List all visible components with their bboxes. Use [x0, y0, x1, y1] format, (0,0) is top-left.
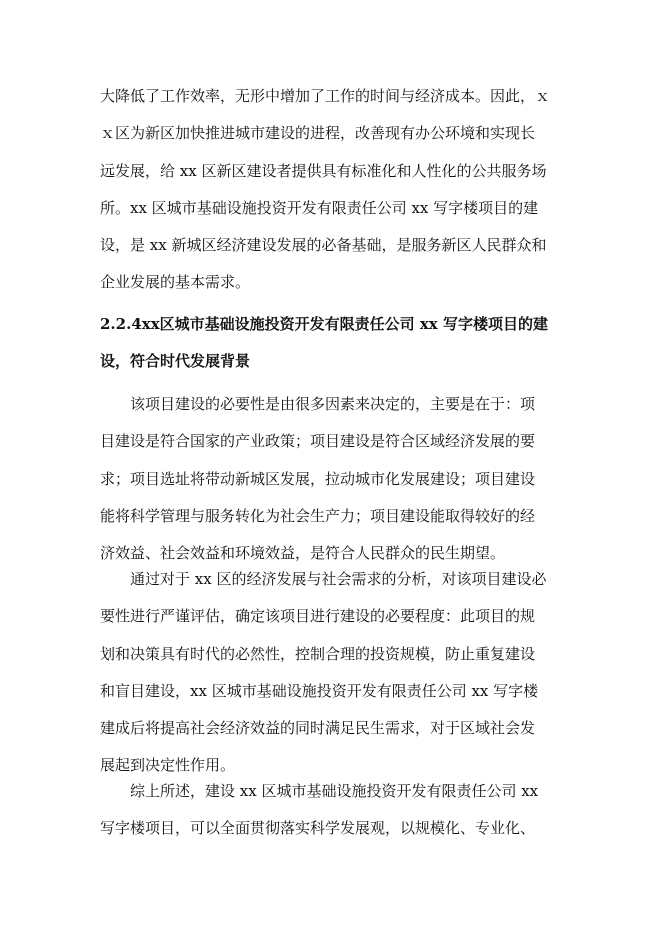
text-line: 设，是 xx 新城区经济建设发展的必备基础，是服务新区人民群众和: [100, 236, 547, 255]
text-line: 展起到决定性作用。: [100, 756, 236, 775]
text-line: 和盲目建设，xx 区城市基础设施投资开发有限责任公司 xx 写字楼: [100, 681, 539, 700]
section-heading-2-2-4: [100, 306, 570, 381]
text-line: 建成后将提高社会经济效益的同时满足民生需求，对于区域社会发: [100, 719, 536, 738]
heading-line: 2.2.4xx区城市基础设施投资开发有限责任公司 xx 写字楼项目的建: [100, 315, 548, 333]
paragraph-summary: [100, 773, 568, 848]
text-line: 要性进行严谨评估，确定该项目进行建设的必要程度：此项目的规: [100, 607, 536, 626]
text-line: 综上所述，建设 xx 区城市基础设施投资开发有限责任公司 xx: [100, 782, 539, 800]
text-line: 济效益、社会效益和环境效益，是符合人民群众的民生期望。: [100, 544, 506, 563]
text-line: 大降低了工作效率，无形中增加了工作的时间与经济成本。因此，ｘ: [100, 87, 551, 105]
text-line: 求；项目选址将带动新城区发展，拉动城市化发展建设；项目建设: [100, 469, 536, 488]
heading-line: 设，符合时代发展背景: [100, 352, 251, 371]
text-line: 划和决策具有时代的必然性，控制合理的投资规模，防止重复建设: [100, 644, 536, 663]
text-line: 远发展，给 xx 区新区建设者提供具有标准化和人性化的公共服务场: [100, 161, 547, 180]
text-line: 企业发展的基本需求。: [100, 273, 251, 292]
text-line: 通过对于 xx 区的经济发展与社会需求的分析，对该项目建设必: [100, 570, 547, 588]
text-line: ｘ区为新区加快推进城市建设的进程，改善现有办公环境和实现长: [100, 124, 536, 143]
text-line: 目建设是符合国家的产业政策；项目建设是符合区域经济发展的要: [100, 432, 536, 451]
paragraph-analysis: [100, 561, 568, 785]
text-line: 所。xx 区城市基础设施投资开发有限责任公司 xx 写字楼项目的建: [100, 198, 539, 217]
paragraph-necessity: [100, 386, 568, 572]
paragraph-intro-continuation: [100, 78, 568, 302]
text-line: 该项目建设的必要性是由很多因素来决定的，主要是在于：项: [100, 395, 536, 413]
text-line: 能将科学管理与服务转化为社会生产力；项目建设能取得较好的经: [100, 506, 536, 525]
text-line: 写字楼项目，可以全面贯彻落实科学发展观，以规模化、专业化、: [100, 819, 536, 838]
